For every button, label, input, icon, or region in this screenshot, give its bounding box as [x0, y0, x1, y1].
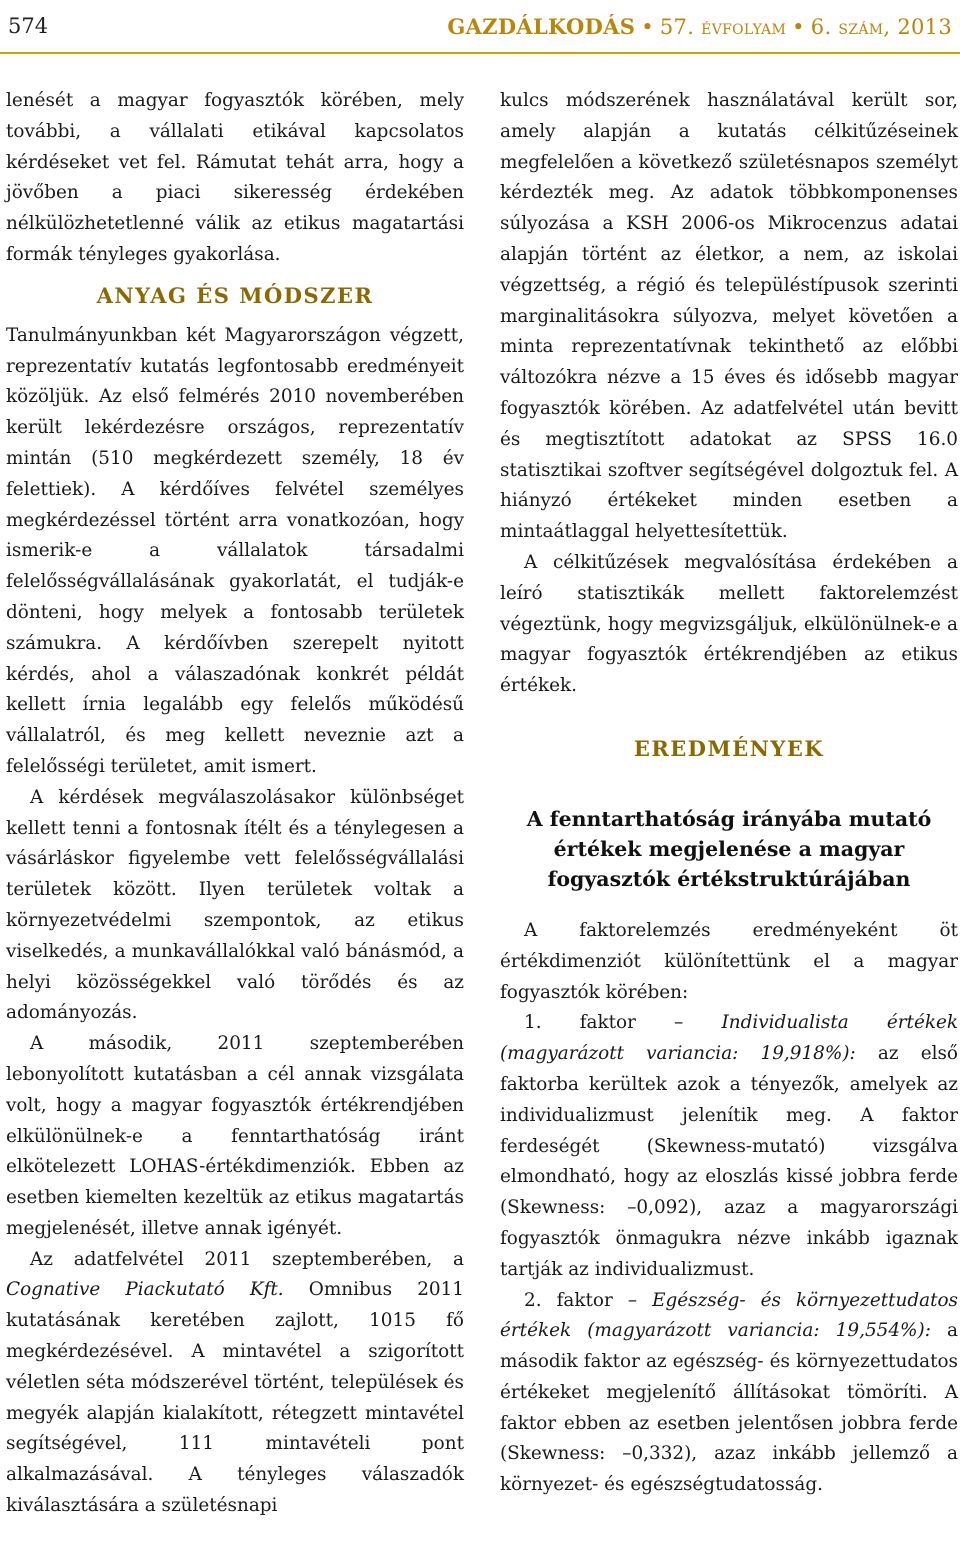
- methods-paragraph-1: Tanulmányunkban két Magyarországon végzett, reprezentatív kutatás legfontosabb eredményeit közöljük. Az első felmérés 2010 novemberében került lekérdezésre országos, reprezentatív mintán (510 megkérdezett személy, 18 év felettiek). A kérdőíves felvétel személyes megkérdezéssel történt arra vonatkozóan, hogy ismerik-e a vállalatok társadalmi felelősségvállalásának gyakorlatát, el tudják-e dönteni, hogy melyek a fontosabb területek számukra. A kérdőívben szerepelt nyitott kérdés, ahol a válaszadónak konkrét példát kellett írnia legalább egy felelős működésű vállalatról, és meg kellett neveznie azt a felelősségi területet, amit ismert.: [6, 324, 464, 777]
- header-rule: [0, 52, 960, 54]
- spacer: [500, 702, 958, 724]
- subsection-heading: A fenntarthatóság irányába mutató értékek megjelenése a magyar fogyasztók értékstruktúrájában: [526, 806, 932, 891]
- bullet-separator: •: [641, 14, 654, 39]
- company-name: Cognative Piackutató Kft.: [6, 1279, 284, 1301]
- issue-label: SZÁM: [838, 21, 884, 38]
- methods-paragraph-4: [6, 1245, 464, 1522]
- volume-number: 57.: [659, 14, 695, 39]
- text-run: 2. faktor –: [524, 1289, 653, 1311]
- spacer: [500, 774, 958, 796]
- methods-paragraph-2: A kérdések megválaszolásakor különbséget kellett tenni a fontosnak ítélt és a ténylegesen a vásárláskor figyelembe vett felelősségvállalási területek között. Ilyen területek voltak a környezetvédelmi szempontok, az etikus viselkedés, a munkavállalókkal való bánásmód, a helyi közösségekkel való törődés és az adományozás.: [6, 786, 464, 1024]
- factor-1-title: Individualista értékek (magyarázott variancia: 19,918%):: [500, 1012, 959, 1065]
- methods-paragraph-3: A második, 2011 szeptemberében lebonyolított kutatásban a cél annak vizsgálata volt, hogy a magyar fogyasztók értékrendjében elkülönülnek-e a fenntarthatóság iránt elkötelezett LOHAS-értékdimenziók. Ebben az esetben kiemelten kezeltük az etikus magatartás megjelenését, illetve annak igényét.: [6, 1033, 464, 1239]
- year: 2013: [897, 14, 952, 39]
- intro-paragraph: lenését a magyar fogyasztók körében, mely további, a vállalati etikával kapcsolatos kérdéseket vet fel. Rámutat tehát arra, hogy a jövőben a piaci sikeresség érdekében nélkülözhetetlenné válik az etikus magatartási formák tényleges gyakorlása.: [6, 90, 464, 265]
- factor-1-paragraph: [500, 1008, 958, 1285]
- factor-2-title: Egészség- és környezettudatos értékek (magyarázott variancia: 19,554%):: [500, 1289, 958, 1342]
- text-run: Omnibus 2011 kutatásának keretében zajlott, 1015 fő megkérdezésével. A mintavétel a szigorított véletlen séta módszerével történt, települések és megyék alapján kialakított, rétegzett mintavétel segítségével, 111 mintavételi pont alkalmazásával. A tényleges válaszadók kiválasztására a születésnapi: [6, 1279, 464, 1517]
- goals-paragraph: A célkitűzések megvalósítása érdekében a leíró statisztikák mellett faktorelemzést végeztünk, hogy megvizsgáljuk, elkülönülnek-e a magyar fogyasztók értékrendjében az etikus értékek.: [500, 551, 958, 697]
- bullet-separator: •: [792, 14, 805, 39]
- text-run: a második faktor az egészség- és környezettudatos értékeket megjelenítő állításokat tömöríti. A faktor ebben az esetben jelentősen jobbra ferde (Skewness: –0,332), azaz inkább jellemző a környezet- és egészségtudatosság.: [500, 1320, 958, 1496]
- issue-number: 6.: [810, 14, 832, 39]
- journal-running-head: GAZDÁLKODÁS • 57. ÉVFOLYAM • 6. SZÁM, 2013: [447, 13, 952, 39]
- factor-2-paragraph: [500, 1286, 958, 1502]
- section-heading-methods: ANYAG ÉS MÓDSZER: [96, 282, 374, 308]
- text-run: az első faktorba kerültek azok a tényezők, amelyek az individualizmust jelenítik meg. A faktor ferdeségét (Skewness-mutató) vizsgálva elmondható, hogy az eloszlás kissé jobbra ferde (Skewness: –0,092), azaz a magyarországi fogyasztók önmagukra nézve inkább igaznak tartják az individualizmust.: [500, 1043, 958, 1280]
- volume-label: ÉVFOLYAM: [701, 21, 787, 38]
- journal-title: GAZDÁLKODÁS: [447, 13, 636, 39]
- text-run: 1. faktor –: [524, 1012, 722, 1034]
- text-run: Az adatfelvétel 2011 szeptemberében, a: [30, 1248, 464, 1270]
- page-number: 574: [8, 14, 49, 38]
- methods-paragraph-continued: kulcs módszerének használatával került sor, amely alapján a kutatás célkitűzéseinek megfelelően a következő születésnapos személyt kérdezték meg. Az adatok többkomponenses súlyozása a KSH 2006-os Mikrocenzus adatai alapján történt az életkor, a nem, az iskolai végzettség, a régió és településtípusok szerinti marginalitásokra súlyozva, melyet követően a minta reprezentatívnak tekinthető az előbbi változókra nézve a 15 éves és idősebb magyar fogyasztók körében. Az adatfelvétel után bevitt és megtisztított adatokat az SPSS 16.0 statisztikai szoftver segítségével dolgoztuk fel. A hiányzó értékeket minden esetben a mintaátlaggal helyettesítettük.: [500, 90, 958, 543]
- factor-intro-paragraph: A faktorelemzés eredményeként öt értékdimenziót különítettünk el a magyar fogyasztók körében:: [500, 919, 958, 1003]
- section-heading-results: EREDMÉNYEK: [633, 735, 825, 761]
- running-header: [0, 0, 960, 52]
- left-column: [6, 86, 464, 1522]
- right-column: [500, 86, 958, 1501]
